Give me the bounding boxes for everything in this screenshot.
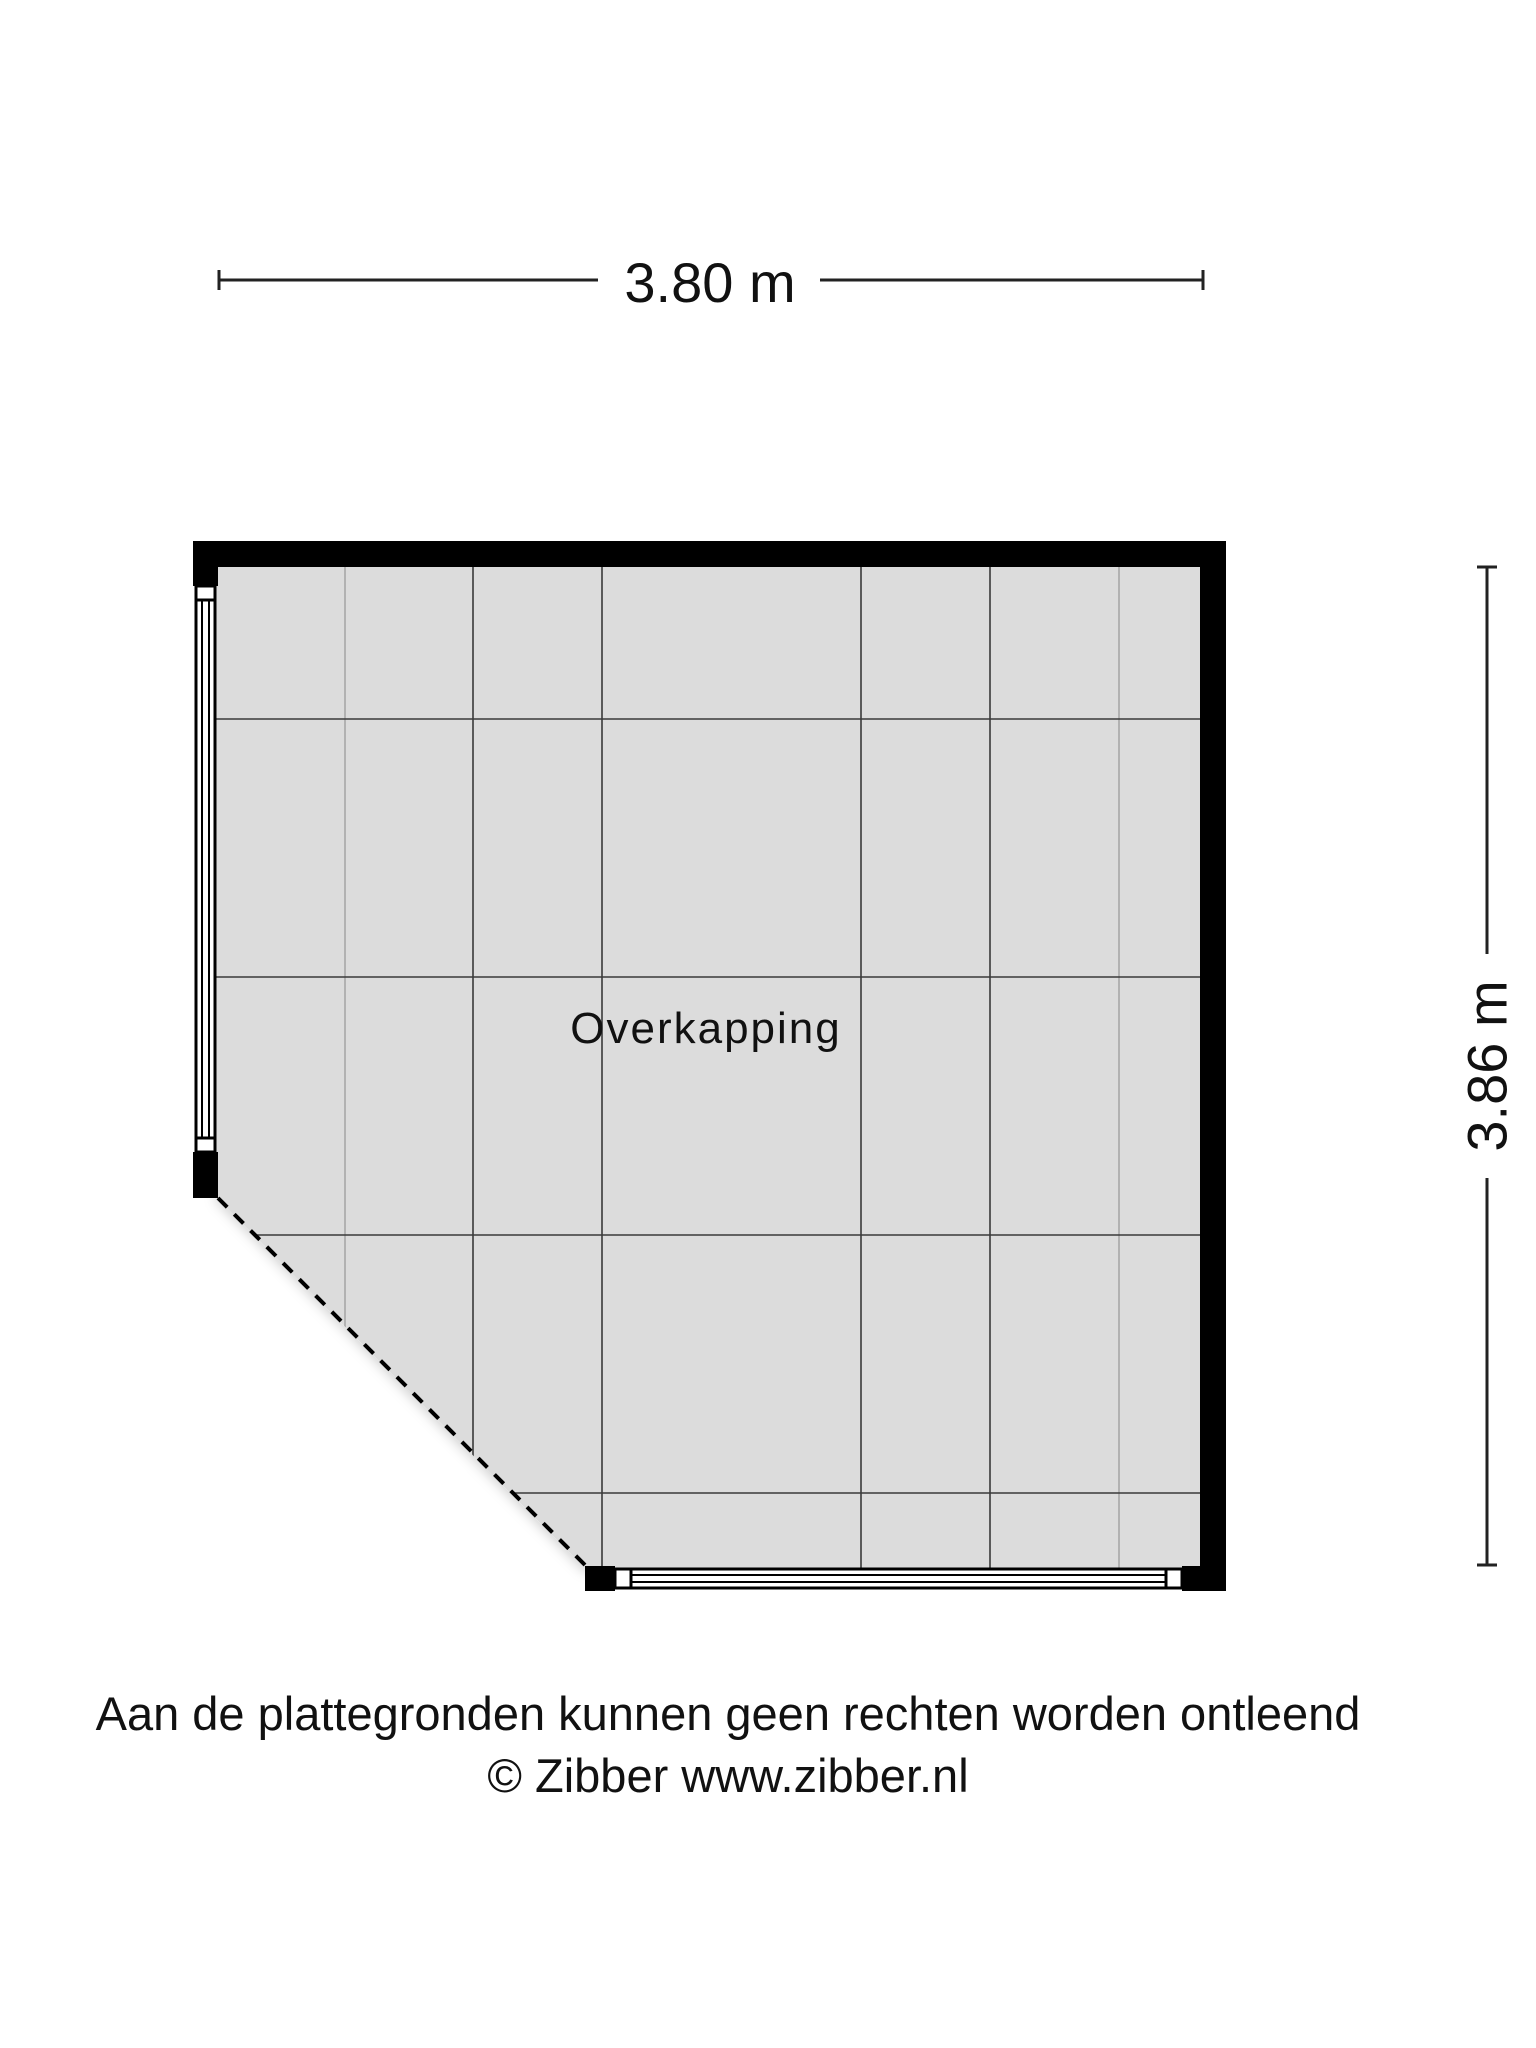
width-dimension	[219, 251, 1203, 314]
disclaimer-text: Aan de plattegronden kunnen geen rechten worden ontleend	[95, 1687, 1361, 1740]
height-dimension	[1456, 567, 1519, 1565]
floor-area	[216, 566, 1201, 1568]
room-label: Overkapping	[570, 1004, 842, 1053]
copyright-text: © Zibber www.zibber.nl	[487, 1749, 969, 1802]
top-wall	[193, 541, 1226, 567]
bottom-window	[615, 1569, 1182, 1588]
height-dimension-label: 3.86 m	[1455, 980, 1519, 1152]
left-wall-top	[193, 541, 218, 586]
bottom-wall-right	[1182, 1566, 1226, 1591]
right-wall	[1200, 541, 1226, 1591]
left-window	[196, 586, 215, 1152]
width-dimension-label: 3.80 m	[624, 251, 796, 314]
bottom-wall-left	[585, 1566, 615, 1591]
left-wall-bottom	[193, 1152, 218, 1198]
